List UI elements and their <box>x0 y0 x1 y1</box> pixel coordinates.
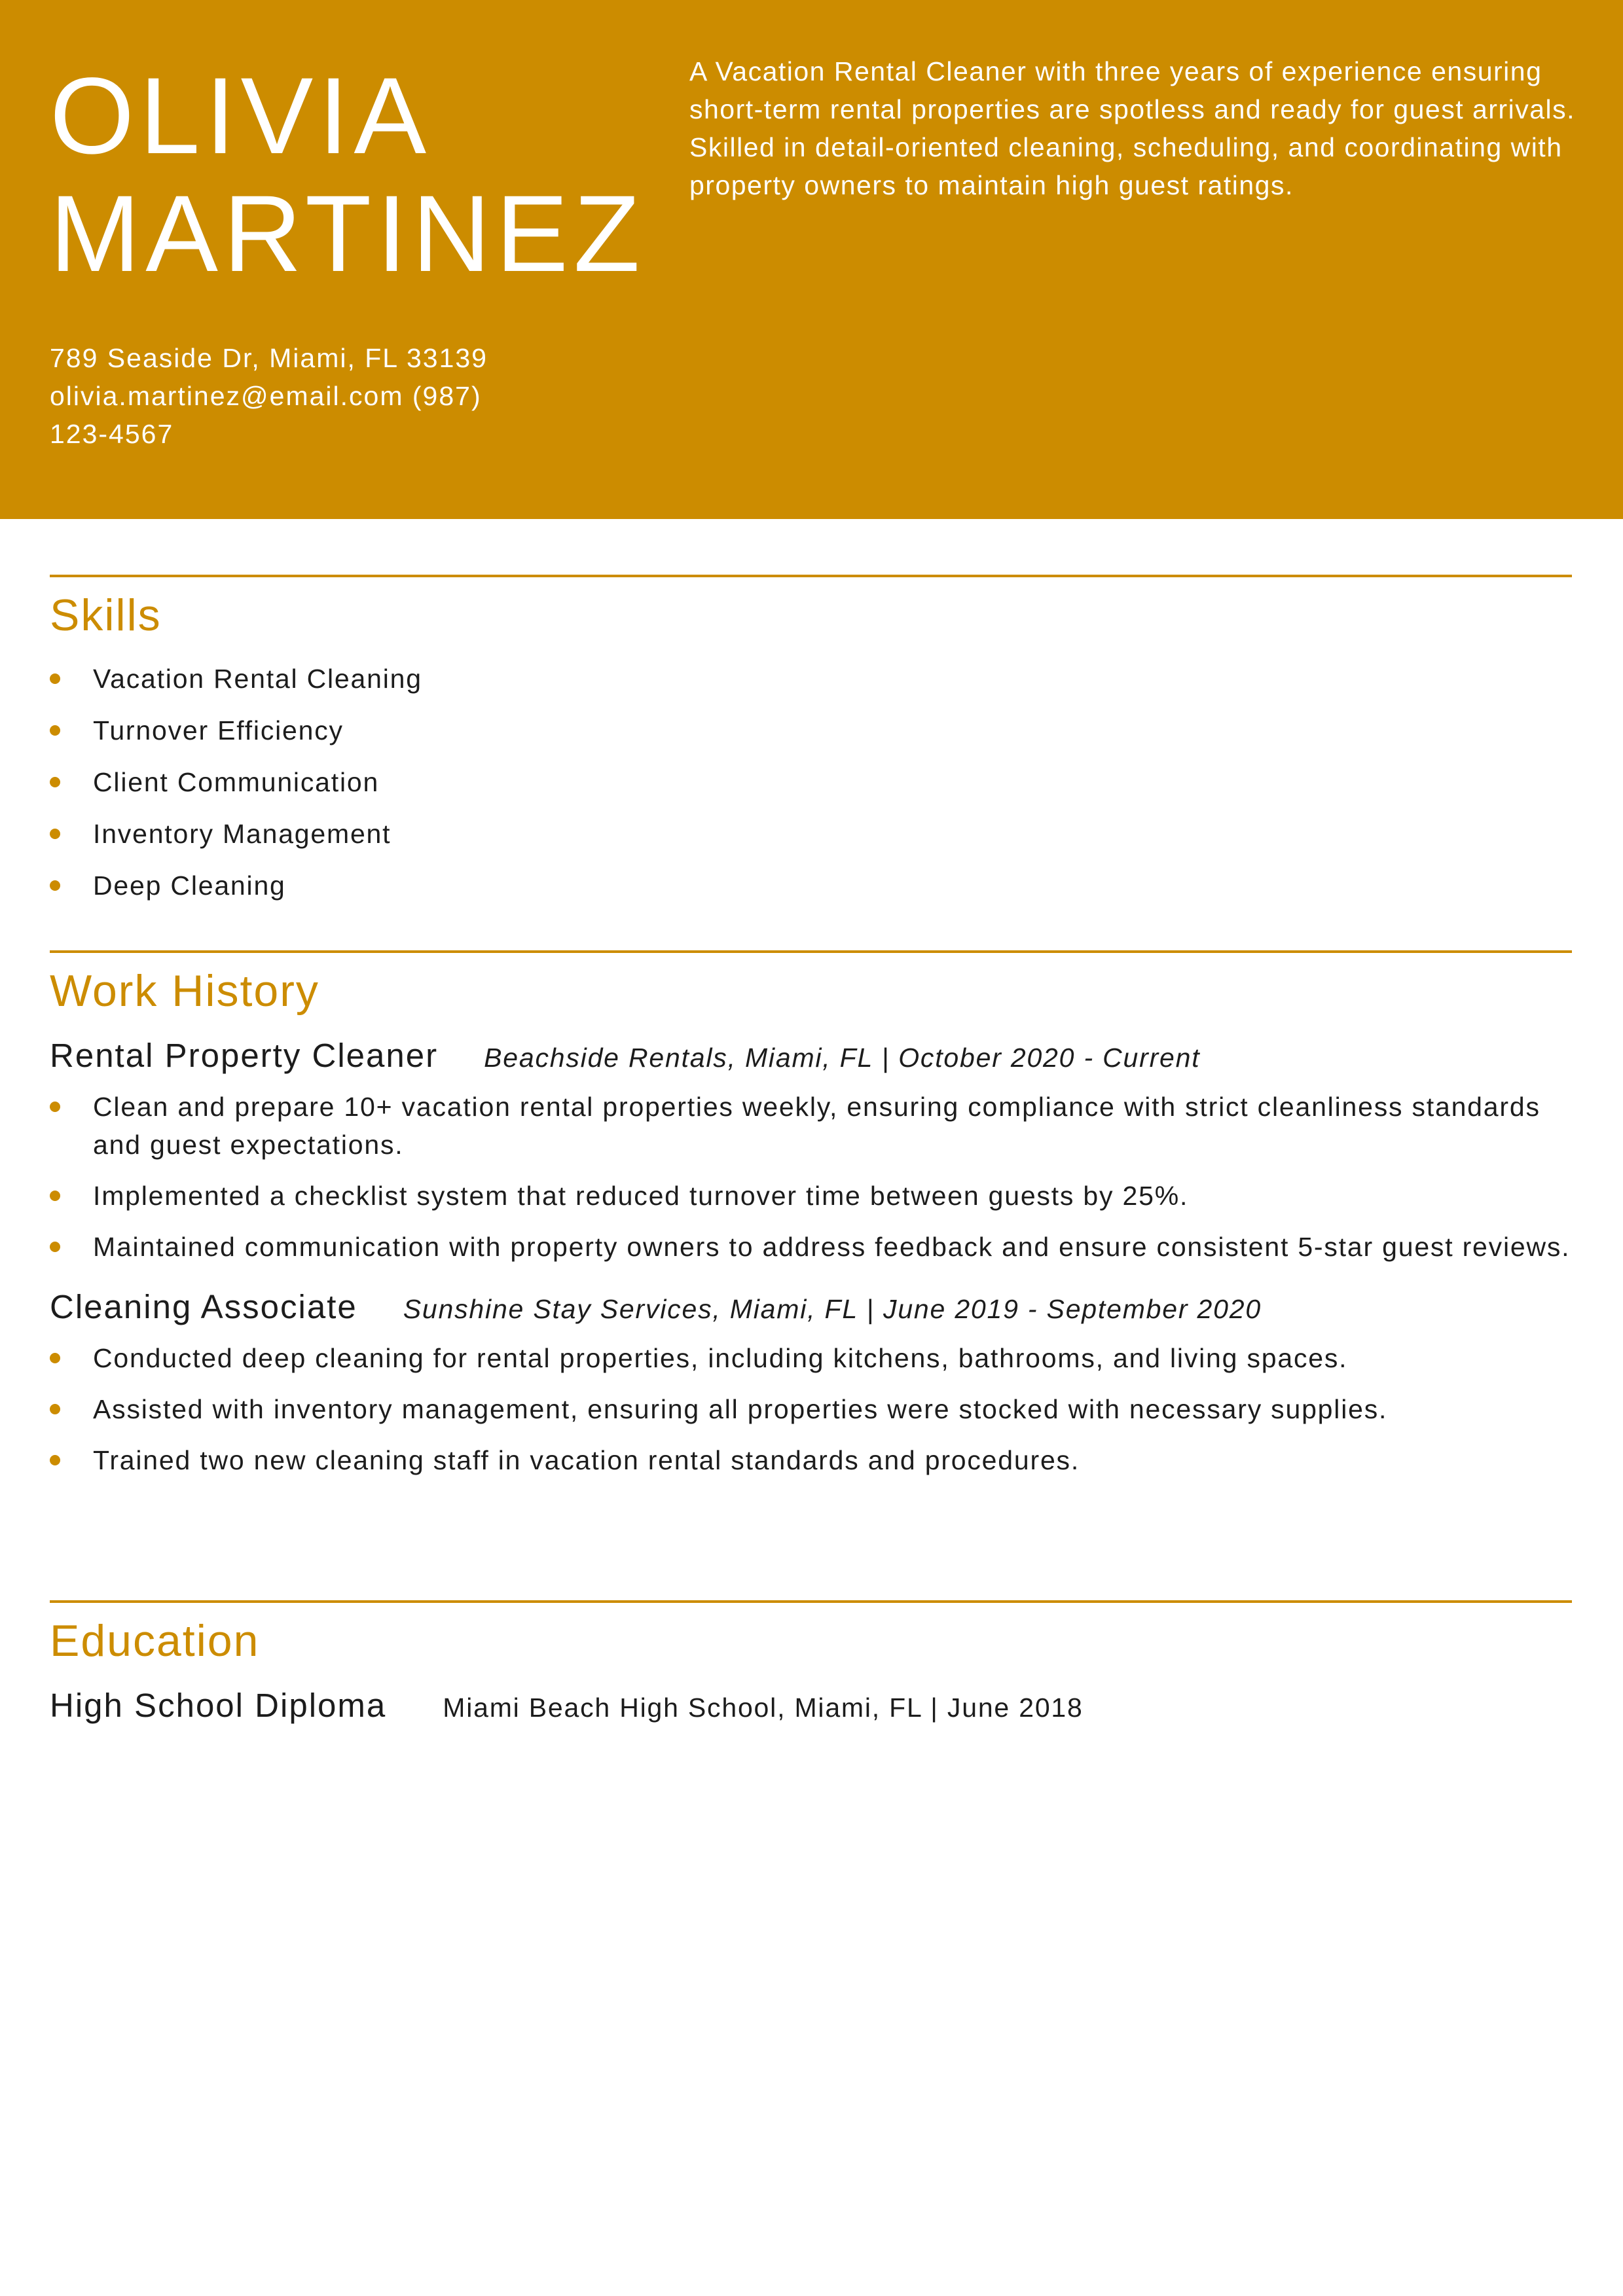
job-header <box>50 1034 1572 1077</box>
education-entry <box>50 1684 1572 1727</box>
section-divider <box>50 1600 1572 1603</box>
job-entry <box>50 1034 1572 1266</box>
professional-summary: A Vacation Rental Cleaner with three years of experience ensuring short-term rental properties are spotless and ready for guest arrivals. Skilled in detail-oriented cleaning, scheduling, and coordinating with property owners to maintain high guest ratings. <box>689 56 1575 200</box>
skill-item: Vacation Rental Cleaning <box>50 660 1572 698</box>
bullet-icon <box>50 1455 60 1465</box>
bullet-icon <box>50 1102 60 1112</box>
bullet-icon <box>50 880 60 891</box>
job-meta <box>484 1039 1200 1077</box>
job-location-dates: , Miami, FL | October 2020 - Current <box>727 1043 1201 1073</box>
job-bullet: Assisted with inventory management, ensuring all properties were stocked with necessary supplies. <box>50 1390 1572 1428</box>
job-meta <box>403 1290 1262 1328</box>
job-location-dates: , Miami, FL | June 2019 - September 2020 <box>712 1294 1262 1324</box>
skill-item: Inventory Management <box>50 815 1572 853</box>
bullet-icon <box>50 1353 60 1363</box>
bullet-icon <box>50 673 60 684</box>
job-bullets <box>50 1088 1572 1266</box>
header-banner <box>0 0 1623 519</box>
work-history-section <box>50 950 1572 1492</box>
job-bullets <box>50 1339 1572 1479</box>
skill-item: Turnover Efficiency <box>50 711 1572 749</box>
job-bullet: Trained two new cleaning staff in vacation rental standards and procedures. <box>50 1441 1572 1479</box>
job-entry <box>50 1285 1572 1479</box>
degree: High School Diploma <box>50 1687 387 1724</box>
skill-item: Client Communication <box>50 763 1572 801</box>
section-divider <box>50 950 1572 953</box>
job-bullet: Clean and prepare 10+ vacation rental properties weekly, ensuring compliance with strict cleanliness standards and guest expectations. <box>50 1088 1572 1164</box>
education-heading: Education <box>50 1616 260 1666</box>
bullet-icon <box>50 1242 60 1252</box>
skills-section <box>50 575 1572 918</box>
candidate-name <box>50 56 646 295</box>
skills-heading: Skills <box>50 590 162 640</box>
bullet-icon <box>50 725 60 736</box>
job-header <box>50 1285 1572 1329</box>
bullet-icon <box>50 1404 60 1414</box>
contact-info <box>50 339 534 453</box>
phone: (987) 123-4567 <box>50 381 482 449</box>
bullet-icon <box>50 777 60 787</box>
section-divider <box>50 575 1572 577</box>
address: 789 Seaside Dr, Miami, FL 33139 <box>50 343 488 373</box>
bullet-icon <box>50 829 60 839</box>
work-history-heading: Work History <box>50 966 319 1016</box>
job-bullet: Implemented a checklist system that reduced turnover time between guests by 25%. <box>50 1177 1572 1215</box>
skill-item: Deep Cleaning <box>50 867 1572 905</box>
bullet-icon <box>50 1191 60 1201</box>
job-bullet: Maintained communication with property owners to address feedback and ensure consistent 5-star guest reviews. <box>50 1228 1572 1266</box>
job-bullet: Conducted deep cleaning for rental properties, including kitchens, bathrooms, and living spaces. <box>50 1339 1572 1377</box>
education-section <box>50 1600 1572 1727</box>
email: olivia.martinez@email.com <box>50 381 404 411</box>
school-details: Miami Beach High School, Miami, FL | June 2018 <box>443 1693 1084 1723</box>
company-name: Beachside Rentals <box>484 1043 728 1073</box>
company-name: Sunshine Stay Services <box>403 1294 713 1324</box>
first-name: OLIVIA <box>50 56 432 177</box>
job-title: Cleaning Associate <box>50 1288 357 1325</box>
skills-list <box>50 660 1572 905</box>
last-name: MARTINEZ <box>50 173 646 295</box>
job-title: Rental Property Cleaner <box>50 1037 439 1074</box>
